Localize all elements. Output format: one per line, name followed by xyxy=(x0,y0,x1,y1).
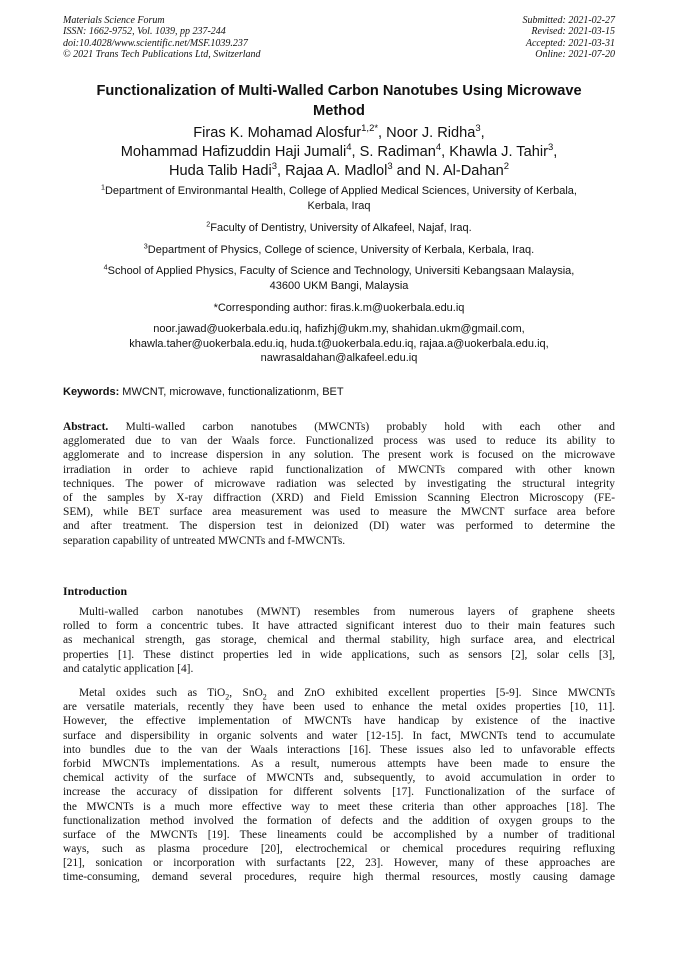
date-revised: Revised: 2021-03-15 xyxy=(531,26,615,38)
intro-line: surface of the MWCNTs [19]. These lineaments could be accomplished by a number of traditional xyxy=(63,828,615,841)
intro-line: forbid MWCNTs implementations. As a result, numerous attempts have been made to ensure the xyxy=(63,757,615,770)
intro-line: and catalytic application [4]. xyxy=(63,662,194,675)
author-name: , Noor J. Ridha xyxy=(378,125,476,141)
author-emails: noor.jawad@uokerbala.edu.iq, hafizhj@ukm.my, shahidan.ukm@gmail.com, khawla.taher@uokerbala.edu.iq, huda.t@uokerbala.edu.iq, rajaa.a@uokerbala.edu.iq, nawrasaldahan@alkafeel.edu.iq xyxy=(129,323,549,364)
journal-doi: doi:10.4028/www.scientific.net/MSF.1039.237 xyxy=(63,37,248,49)
intro-line: Metal oxides such as TiO$_2$, SnO$_2$ and ZnO exhibited excellent properties [5-9]. Since MWCNTs xyxy=(79,687,616,702)
date-online: Online: 2021-07-20 xyxy=(535,49,615,61)
affil-text: Faculty of Dentistry, University of Alkafeel, Najaf, Iraq. xyxy=(210,222,472,234)
intro-line: However, the effective implementation of MWCNTs have handicap by existence of the inactive xyxy=(63,715,615,728)
author-name: , Khawla J. Tahir xyxy=(441,144,548,160)
affil-text: School of Applied Physics, Faculty of Science and Technology, Universiti Kebangsaan Malaysia, xyxy=(107,265,575,277)
journal-info xyxy=(63,15,261,61)
authors-line-2 xyxy=(60,143,618,162)
author-name: , S. Radiman xyxy=(351,144,436,160)
journal-name: Materials Science Forum xyxy=(63,15,165,26)
author-affil-mark: 1,2* xyxy=(361,123,379,135)
author-name: Mohammad Hafizuddin Haji Jumali xyxy=(120,144,347,160)
affil-text: Department of Physics, College of science, University of Kerbala, Kerbala, Iraq. xyxy=(147,244,535,256)
affil-mark: 1 xyxy=(100,183,105,192)
abstract-line: separation capability of untreated MWCNTs and f-MWCNTs. xyxy=(63,534,346,547)
author-separator: , xyxy=(480,125,485,141)
author-affil-mark: 3 xyxy=(547,142,554,154)
author-name: Huda Talib Hadi xyxy=(168,163,272,179)
intro-line: Multi-walled carbon nanotubes (MWNT) resembles from numerous layers of graphene sheets xyxy=(79,606,615,618)
title-line-1: Functionalization of Multi-Walled Carbon Nanotubes Using Microwave xyxy=(96,83,582,99)
abstract-line: and after treatment. The dispersion test in deionized (DI) water was performed to determine the xyxy=(63,520,615,533)
date-accepted: Accepted: 2021-03-31 xyxy=(525,37,615,49)
author-affil-mark: 4 xyxy=(346,142,352,154)
author-name: and N. Al-Dahan xyxy=(392,163,504,179)
date-submitted: Submitted: 2021-02-27 xyxy=(522,15,615,26)
introduction-heading: Introduction xyxy=(63,584,128,598)
affil-mark: 3 xyxy=(143,242,148,251)
intro-line: into bundles due to the van der Waals interactions [16]. These issues also led to unfavorable effects xyxy=(63,743,615,756)
affiliation-1 xyxy=(63,184,615,213)
intro-line: ways, such as plasma procedure [20], electrochemical or chemical procedures requiring refluxing xyxy=(63,843,615,856)
title-line-2: Method xyxy=(313,103,365,119)
affil-text: 43600 UKM Bangi, Malaysia xyxy=(269,279,409,292)
abstract-line: agglomerate and to increase dispersion in any solution. The present work is focused on the microwave xyxy=(63,449,615,462)
intro-line: rolled to form a concentric tubes. It have attracted significant interest duo to their main features such xyxy=(63,620,615,633)
affil-mark: 2 xyxy=(206,220,211,229)
intro-line: increase the accuracy of dissipation for different solvents [17]. Functionalization of the surface of xyxy=(63,786,615,799)
author-affil-mark: 4 xyxy=(435,142,442,154)
corresponding-author: *Corresponding author: firas.k.m@uokerbala.edu.iq xyxy=(213,302,465,314)
affiliation-2 xyxy=(63,221,615,236)
intro-line: chemical activity of the surface of MWCNTs and, subsequently, to avoid accumulation in order to xyxy=(63,772,615,785)
abstract-line: of the samples by X-ray diffraction (XRD) and Field Emission Scanning Electron Microscopy (FE- xyxy=(63,491,615,504)
affil-mark: 4 xyxy=(103,263,108,272)
submission-dates xyxy=(523,15,616,61)
abstract-line: SEM), while BET surface area measurement was used to measure the MWCNT surface area before xyxy=(63,506,615,519)
intro-line: as mechanical strength, gas storage, chemical and thermal stability, high surface area, and electrical xyxy=(63,634,615,647)
keywords xyxy=(63,385,615,399)
keywords-label: Keywords: xyxy=(63,386,120,398)
paper-title xyxy=(60,81,618,121)
affiliation-4 xyxy=(63,264,615,293)
abstract-label: Abstract. xyxy=(63,421,109,433)
intro-line: [21], sonication or incorporation with surfactants [22, 23]. However, many of these approaches are xyxy=(63,857,615,870)
intro-line: time-consuming, demand several procedures, require high thermal resources, mostly causing damage xyxy=(63,871,615,884)
author-name: Firas K. Mohamad Alosfur xyxy=(193,125,362,141)
abstract-line: irradiation in order to achieve rapid functionalization of MWCNTs compared with other known xyxy=(63,463,615,476)
author-list xyxy=(60,124,618,181)
journal-issn: ISSN: 1662-9752, Vol. 1039, pp 237-244 xyxy=(63,26,226,38)
author-separator: , xyxy=(553,144,558,160)
intro-line: surface and dispersibility in organic solvents and water [12-15]. In fact, MWCNTs tend to accumulate xyxy=(63,729,615,742)
intro-line: the MWCNTs is a much more effective way to meet these criteria than other approaches [18]. The xyxy=(63,800,615,813)
author-affil-mark: 3 xyxy=(475,123,481,135)
author-affil-mark: 2 xyxy=(503,161,510,173)
author-affil-mark: 3 xyxy=(387,161,393,173)
introduction-paragraph-1 xyxy=(63,605,615,676)
journal-copyright: © 2021 Trans Tech Publications Ltd, Switzerland xyxy=(63,49,261,61)
abstract-line: agglomerated due to van der Waals force. Functionalized process was used to reduce its ability to xyxy=(63,435,615,448)
affil-text: Department of Environmantal Health, College of Applied Medical Sciences, University of Kerbala, xyxy=(104,185,577,197)
authors-line-1 xyxy=(60,124,618,143)
authors-line-3 xyxy=(60,162,618,181)
intro-line: are versatile materials, recently they have been used to enhance the metal oxides properties [10, 11]. xyxy=(63,701,615,714)
author-name: , Rajaa A. Madlol xyxy=(277,163,388,179)
abstract: Abstract. Multi-walled carbon nanotubes (MWCNTs) probably hold with each other and agglomerated due to van der Waals force. Functionalized process was used to reduce its ability to agglomerate and to increase dispersion in any solution. The present work is focused on the microwave irradiation in order to achieve rapid functionalization of MWCNTs compared with other known techniques. The power of microwave radiation was selected by investigating the structural integrity of the samples by X-ray diffraction (XRD) and Field Emission Scanning Electron Microscopy (FE- SEM), while BET surface area measurement was used to measure the MWCNT surface area before and after treatment. The dispersion test in deionized (DI) water was performed to determine the separation capability of untreated MWCNTs and f-MWCNTs. xyxy=(63,421,615,547)
affiliation-3 xyxy=(63,243,615,258)
intro-line: properties [1]. These distinct properties led in wide applications, such as sensors [2], solar cells [3], xyxy=(63,648,615,661)
introduction-paragraph-2 xyxy=(63,686,615,885)
keywords-text: MWCNT, microwave, functionalizationm, BET xyxy=(119,386,344,398)
intro-line: functionalization method involved the formation of defects and the addition of oxygen groups to the xyxy=(63,814,615,827)
author-affil-mark: 3 xyxy=(271,161,277,173)
abstract-line: techniques. The power of microwave radiation was selected by investigating the structural integrity xyxy=(63,477,615,490)
affil-text: Kerbala, Iraq xyxy=(307,199,371,212)
